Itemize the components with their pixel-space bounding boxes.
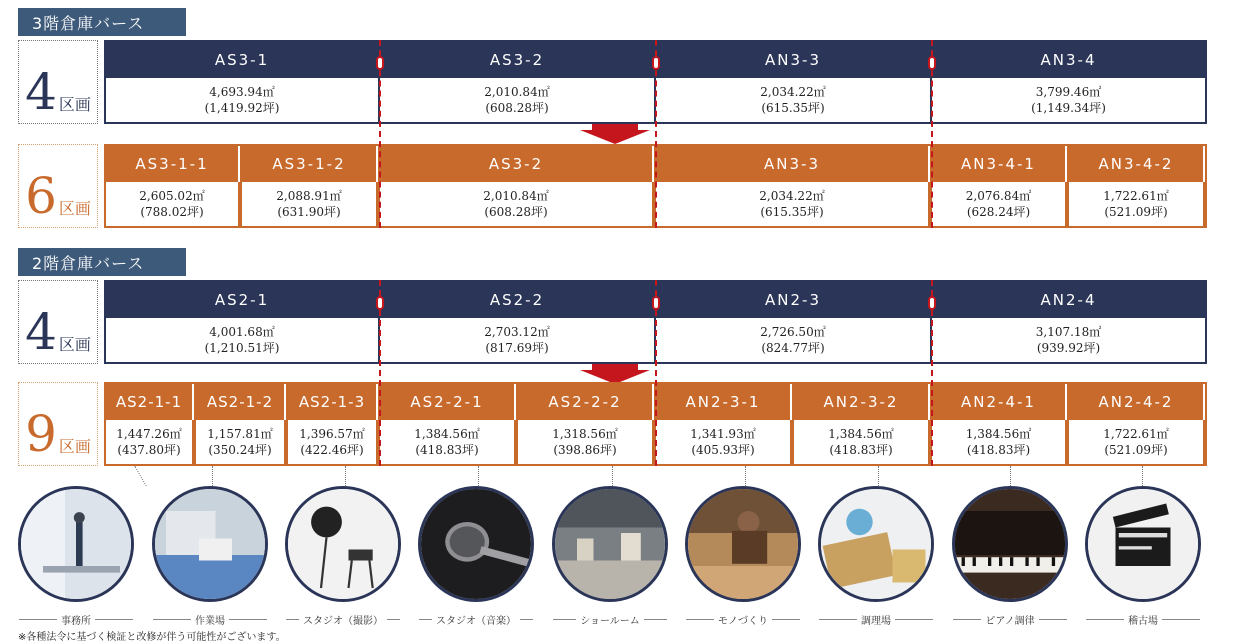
showroom-photo bbox=[552, 486, 668, 602]
workshop-photo bbox=[152, 486, 268, 602]
unit-tsubo: (608.28坪) bbox=[485, 101, 549, 115]
use-caption bbox=[682, 612, 804, 626]
unit-cell bbox=[242, 144, 380, 228]
floor3-before-count bbox=[18, 40, 98, 124]
unit-area: 1,318.56㎡ bbox=[552, 427, 618, 441]
unit-cell bbox=[104, 280, 380, 364]
unit-area: 2,726.50㎡ bbox=[760, 325, 826, 339]
floor3-after-count bbox=[18, 144, 98, 228]
unit-name: AN2-4 bbox=[932, 282, 1205, 318]
unit-name: AS2-1 bbox=[106, 282, 378, 318]
unit-area: 1,384.56㎡ bbox=[828, 427, 894, 441]
unit-cell bbox=[380, 40, 656, 124]
use-caption bbox=[1082, 612, 1204, 626]
connector-line bbox=[134, 466, 147, 486]
connector-line bbox=[612, 466, 613, 486]
use-caption bbox=[949, 612, 1071, 626]
count-unit: 区画 bbox=[58, 95, 91, 114]
connector-line bbox=[478, 466, 479, 486]
unit-name: AN3-4-2 bbox=[1069, 146, 1205, 182]
unit-area: 1,341.93㎡ bbox=[690, 427, 756, 441]
unit-tsubo: (418.83坪) bbox=[966, 443, 1031, 457]
use-label: ショールーム bbox=[580, 615, 640, 627]
count-number: 9 bbox=[25, 405, 57, 463]
use-caption bbox=[549, 612, 671, 626]
unit-name: AS2-2-1 bbox=[380, 384, 516, 420]
unit-area: 2,703.12㎡ bbox=[484, 325, 550, 339]
unit-name: AN2-4-2 bbox=[1069, 384, 1205, 420]
unit-name: AS3-1 bbox=[106, 42, 378, 78]
unit-area: 2,088.91㎡ bbox=[276, 189, 342, 203]
count-unit: 区画 bbox=[58, 335, 91, 354]
use-caption bbox=[815, 612, 937, 626]
unit-tsubo: (1,149.34坪) bbox=[1031, 101, 1106, 115]
unit-area: 2,605.02㎡ bbox=[139, 189, 205, 203]
unit-name: AN2-3-2 bbox=[794, 384, 930, 420]
floor3-tag: 3階倉庫バース bbox=[18, 8, 186, 36]
connector-line bbox=[345, 466, 346, 486]
unit-cell bbox=[932, 144, 1069, 228]
unit-cell bbox=[104, 40, 380, 124]
unit-tsubo: (817.69坪) bbox=[485, 341, 549, 355]
unit-area: 2,010.84㎡ bbox=[484, 85, 550, 99]
piano-photo bbox=[952, 486, 1068, 602]
partition-marker bbox=[652, 296, 660, 310]
unit-tsubo: (418.83坪) bbox=[829, 443, 893, 457]
unit-cell bbox=[656, 280, 932, 364]
unit-area: 1,447.26㎡ bbox=[116, 427, 182, 441]
use-label: 稽古場 bbox=[1128, 615, 1158, 627]
unit-name: AS2-1-2 bbox=[196, 384, 286, 420]
unit-name: AS2-1-1 bbox=[106, 384, 194, 420]
partition-marker bbox=[652, 56, 660, 70]
unit-area: 3,799.46㎡ bbox=[1035, 85, 1102, 99]
connector-line bbox=[212, 466, 213, 486]
use-label: 事務所 bbox=[61, 615, 91, 627]
unit-tsubo: (1,419.92坪) bbox=[204, 101, 280, 115]
unit-cell bbox=[380, 144, 656, 228]
count-number: 4 bbox=[25, 63, 57, 121]
unit-cell bbox=[104, 144, 242, 228]
unit-area: 2,076.84㎡ bbox=[965, 189, 1032, 203]
unit-tsubo: (788.02坪) bbox=[140, 205, 204, 219]
unit-tsubo: (521.09坪) bbox=[1104, 205, 1168, 219]
unit-tsubo: (615.35坪) bbox=[761, 101, 825, 115]
unit-cell bbox=[196, 382, 288, 466]
unit-tsubo: (422.46坪) bbox=[300, 443, 364, 457]
unit-area: 4,693.94㎡ bbox=[209, 85, 275, 99]
arrow-down-icon bbox=[580, 124, 650, 144]
use-label: モノづくり bbox=[718, 615, 768, 627]
unit-cell bbox=[932, 280, 1207, 364]
use-caption bbox=[415, 612, 537, 626]
unit-name: AS3-1-2 bbox=[242, 146, 378, 182]
connector-line bbox=[878, 466, 879, 486]
unit-tsubo: (628.24坪) bbox=[966, 205, 1031, 219]
unit-name: AS3-2 bbox=[380, 146, 654, 182]
connector-line bbox=[745, 466, 746, 486]
unit-cell bbox=[380, 382, 518, 466]
unit-cell bbox=[518, 382, 656, 466]
unit-tsubo: (608.28坪) bbox=[484, 205, 548, 219]
use-label: 作業場 bbox=[195, 615, 225, 627]
unit-tsubo: (418.83坪) bbox=[415, 443, 479, 457]
unit-tsubo: (521.09坪) bbox=[1104, 443, 1168, 457]
use-label: スタジオ（撮影） bbox=[303, 615, 383, 627]
floor2-tag: 2階倉庫バース bbox=[18, 248, 186, 276]
unit-cell bbox=[656, 144, 932, 228]
unit-area: 3,107.18㎡ bbox=[1035, 325, 1102, 339]
partition-marker bbox=[928, 56, 936, 70]
use-caption bbox=[282, 612, 404, 626]
rehearsal-photo bbox=[1085, 486, 1201, 602]
unit-name: AS2-2-2 bbox=[518, 384, 654, 420]
unit-area: 1,384.56㎡ bbox=[965, 427, 1032, 441]
unit-name: AS3-2 bbox=[380, 42, 654, 78]
office-photo bbox=[18, 486, 134, 602]
use-label: 調理場 bbox=[861, 615, 891, 627]
unit-cell bbox=[380, 280, 656, 364]
unit-area: 4,001.68㎡ bbox=[209, 325, 275, 339]
unit-tsubo: (405.93坪) bbox=[691, 443, 755, 457]
unit-area: 2,034.22㎡ bbox=[759, 189, 825, 203]
unit-cell bbox=[1069, 382, 1207, 466]
count-unit: 区画 bbox=[58, 199, 91, 218]
unit-cell bbox=[104, 382, 196, 466]
unit-tsubo: (437.80坪) bbox=[117, 443, 181, 457]
unit-area: 1,722.61㎡ bbox=[1103, 427, 1169, 441]
count-unit: 区画 bbox=[58, 437, 91, 456]
floor2-after-count bbox=[18, 382, 98, 466]
unit-cell bbox=[1069, 144, 1207, 228]
use-label: ピアノ調律 bbox=[985, 615, 1035, 627]
unit-name: AN3-4 bbox=[932, 42, 1205, 78]
unit-name: AN3-4-1 bbox=[932, 146, 1067, 182]
music-studio-photo bbox=[418, 486, 534, 602]
unit-tsubo: (939.92坪) bbox=[1036, 341, 1101, 355]
unit-cell bbox=[794, 382, 932, 466]
unit-name: AS2-2 bbox=[380, 282, 654, 318]
partition-marker bbox=[376, 296, 384, 310]
count-number: 4 bbox=[25, 303, 57, 361]
arrow-down-icon bbox=[580, 364, 650, 384]
unit-tsubo: (398.86坪) bbox=[553, 443, 617, 457]
unit-area: 2,034.22㎡ bbox=[760, 85, 826, 99]
unit-name: AN2-4-1 bbox=[932, 384, 1067, 420]
unit-name: AN3-3 bbox=[656, 42, 930, 78]
unit-name: AS2-1-3 bbox=[288, 384, 378, 420]
unit-tsubo: (615.35坪) bbox=[760, 205, 824, 219]
unit-name: AS3-1-1 bbox=[106, 146, 240, 182]
unit-name: AN2-3 bbox=[656, 282, 930, 318]
floor2-before-count bbox=[18, 280, 98, 364]
unit-area: 1,722.61㎡ bbox=[1103, 189, 1169, 203]
unit-cell bbox=[932, 40, 1207, 124]
unit-area: 2,010.84㎡ bbox=[483, 189, 549, 203]
partition-marker bbox=[376, 56, 384, 70]
unit-tsubo: (824.77坪) bbox=[761, 341, 825, 355]
unit-cell bbox=[656, 40, 932, 124]
unit-cell bbox=[656, 382, 794, 466]
craft-photo bbox=[685, 486, 801, 602]
unit-area: 1,384.56㎡ bbox=[414, 427, 480, 441]
unit-area: 1,157.81㎡ bbox=[207, 427, 273, 441]
connector-line bbox=[1142, 466, 1143, 486]
kitchen-photo bbox=[818, 486, 934, 602]
unit-tsubo: (1,210.51坪) bbox=[204, 341, 280, 355]
unit-tsubo: (631.90坪) bbox=[277, 205, 341, 219]
unit-cell bbox=[932, 382, 1069, 466]
photo-studio-photo bbox=[285, 486, 401, 602]
use-caption bbox=[15, 612, 137, 626]
count-number: 6 bbox=[25, 167, 57, 225]
connector-line bbox=[1010, 466, 1011, 486]
partition-marker bbox=[928, 296, 936, 310]
unit-tsubo: (350.24坪) bbox=[208, 443, 272, 457]
unit-name: AN2-3-1 bbox=[656, 384, 792, 420]
use-label: スタジオ（音楽） bbox=[436, 615, 516, 627]
unit-area: 1,396.57㎡ bbox=[299, 427, 365, 441]
unit-name: AN3-3 bbox=[656, 146, 930, 182]
use-caption bbox=[149, 612, 271, 626]
footnote: ※各種法令に基づく検証と改修が伴う可能性がございます。 bbox=[18, 632, 286, 643]
unit-cell bbox=[288, 382, 380, 466]
